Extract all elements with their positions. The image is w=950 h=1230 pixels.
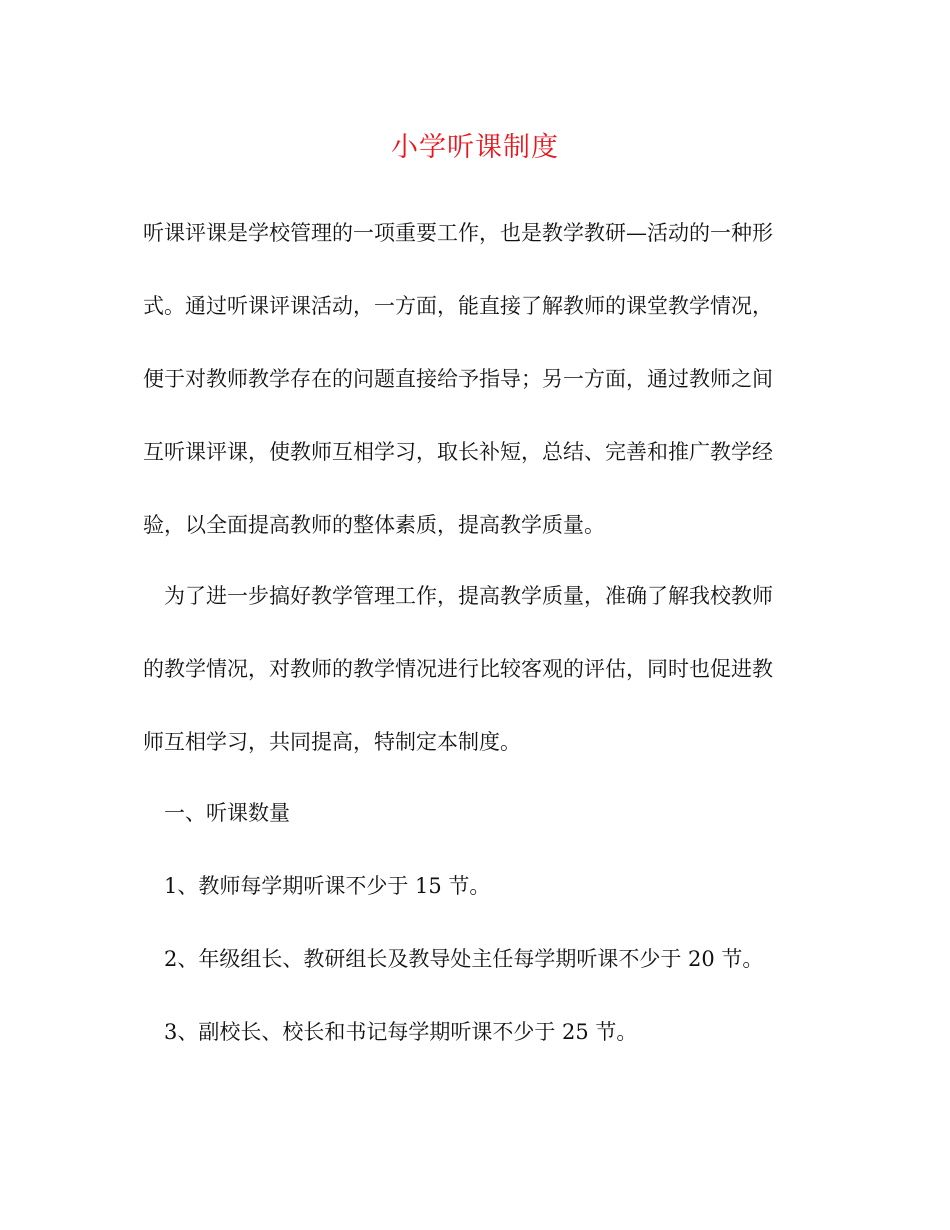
paragraph-1-line-5: 验，以全面提高教师的整体素质，提高教学质量。 — [143, 513, 605, 537]
paragraph-1-line-1: 听课评课是学校管理的一项重要工作，也是教学教研—活动的一种形 — [143, 221, 773, 245]
paragraph-2-line-2: 的教学情况，对教师的教学情况进行比较客观的评估，同时也促进教 — [143, 657, 773, 681]
paragraph-1-line-3: 便于对教师教学存在的问题直接给予指导；另一方面，通过教师之间 — [143, 367, 773, 391]
list-item: 1、教师每学期听课不少于 15 节。 — [164, 874, 491, 898]
paragraph-1-line-4: 互听课评课，使教师互相学习，取长补短，总结、完善和推广教学经 — [143, 440, 773, 464]
paragraph-2-line-3: 师互相学习，共同提高，特制定本制度。 — [143, 730, 521, 754]
section-1-heading: 一、听课数量 — [164, 801, 290, 825]
paragraph-2-line-1: 为了进一步搞好教学管理工作，提高教学质量，准确了解我校教师 — [164, 584, 773, 608]
paragraph-1-line-2: 式。通过听课评课活动，一方面，能直接了解教师的课堂教学情况， — [143, 294, 773, 318]
list-item: 2、年级组长、教研组长及教导处主任每学期听课不少于 20 节。 — [164, 947, 764, 971]
document-title: 小学听课制度 — [391, 132, 559, 163]
list-item: 3、副校长、校长和书记每学期听课不少于 25 节。 — [164, 1020, 638, 1044]
